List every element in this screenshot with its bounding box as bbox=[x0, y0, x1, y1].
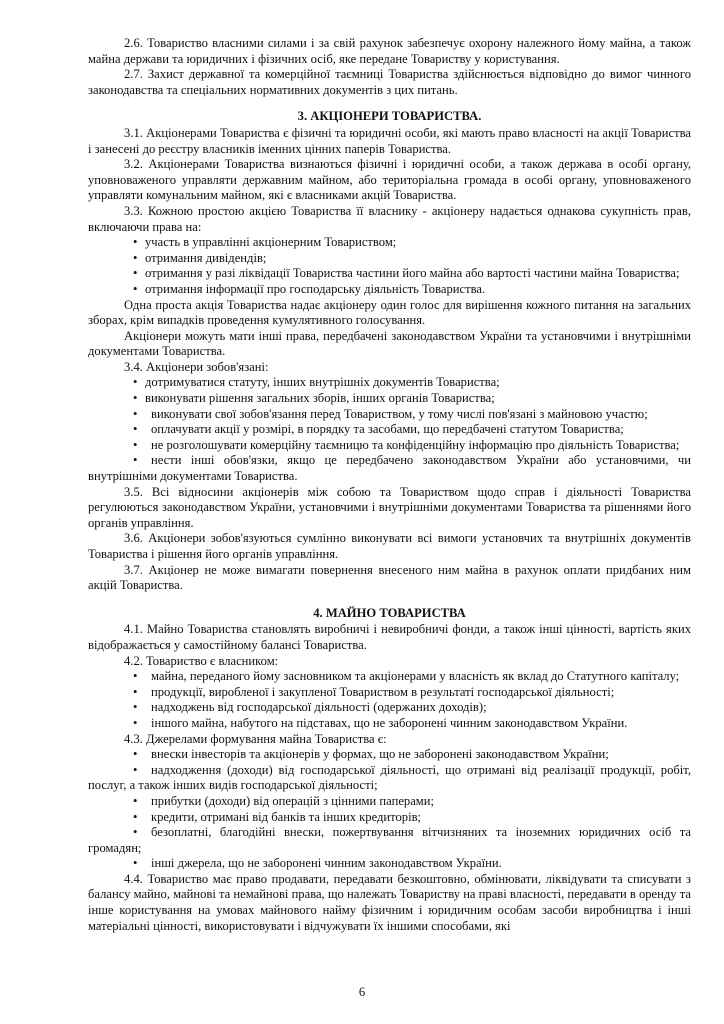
list-item: • оплачувати акції у розмірі, в порядку та засобами, що передбачені статутом Товариства; bbox=[133, 422, 624, 437]
bullet-icon: • bbox=[133, 422, 138, 437]
bullet-icon: • bbox=[133, 809, 138, 824]
document-page bbox=[88, 36, 691, 934]
list-item: • нести інші обов'язки, якщо це передбачено законодавством України або установчими, чи внутрішніми документами Товариства. bbox=[88, 453, 691, 484]
owner-list bbox=[88, 669, 691, 731]
bullet-icon: • bbox=[133, 235, 138, 250]
bullet-icon: • bbox=[133, 391, 138, 406]
paragraph-2-6: 2.6. Товариство власними силами і за свій рахунок забезпечує охорону належного йому майна, а також майна держави та юридичних і фізичних осіб, яке передане Товариству у користування. bbox=[88, 36, 691, 66]
list-item: • безоплатні, благодійні внески, пожертвування вітчизняних та іноземних юридичних осіб та громадян; bbox=[88, 825, 691, 855]
paragraph-3-3: 3.3. Кожною простою акцією Товариства її власнику - акціонеру надається однакова сукупність прав, включаючи права на: bbox=[88, 203, 691, 234]
bullet-icon: • bbox=[133, 669, 138, 684]
paragraph-4-1: 4.1. Майно Товариства становлять виробничі і невиробничі фонди, а також інші цінності, вартість яких відображається у самостійному балансі Товариства. bbox=[88, 622, 691, 652]
list-item: • виконувати свої зобов'язання перед Товариством, у тому числі пов'язані з майновою участю; bbox=[133, 406, 648, 421]
paragraph-3-6: 3.6. Акціонери зобов'язуються сумлінно виконувати всі вимоги установчих та внутрішніх документів Товариства і рішення його органів управління. bbox=[88, 531, 691, 561]
section-3-heading: 3. АКЦІОНЕРИ ТОВАРИСТВА. bbox=[297, 109, 482, 124]
list-item: • отримання у разі ліквідації Товариства частини його майна або вартості частини майна Товариства; bbox=[133, 266, 680, 281]
page-number: 6 bbox=[358, 985, 366, 999]
paragraph-vote: Одна проста акція Товариства надає акціонеру один голос для вирішення кожного питання на загальних зборах, крім випадків проведення кумулятивного голосування. bbox=[88, 297, 691, 328]
list-item: • виконувати рішення загальних зборів, інших органів Товариства; bbox=[133, 391, 495, 406]
section-4-heading: 4. МАЙНО ТОВАРИСТВА bbox=[313, 605, 466, 620]
list-item: • продукції, виробленої і закупленої Товариством в результаті господарської діяльності; bbox=[133, 684, 615, 699]
paragraph-3-5: 3.5. Всі відносини акціонерів між собою та Товариством щодо справ і діяльності Товариства регулюються законодавством України, установчими і внутрішніми документами Товариства та рішеннями його органів управління. bbox=[88, 484, 691, 530]
list-item: • інші джерела, що не заборонені чинним законодавством України. bbox=[133, 856, 502, 871]
list-item: • внески інвесторів та акціонерів у формах, що не заборонені законодавством України; bbox=[133, 747, 609, 762]
bullet-icon: • bbox=[133, 266, 138, 281]
paragraph-4-2: 4.2. Товариство є власником: bbox=[124, 653, 279, 668]
list-item: • участь в управлінні акціонерним Товариством; bbox=[133, 235, 397, 250]
paragraph-3-2: 3.2. Акціонерами Товариства визнаються фізичні і юридичні особи, а також держава в особі органу, уповноваженого управляти державним майном, або територіальна громада в особі органу, уповноваженого управляти комунальним майном, які є власниками акцій Товариства. bbox=[88, 157, 691, 203]
paragraph-3-7: 3.7. Акціонер не може вимагати повернення внесеного ним майна в рахунок оплати придбаних ним акцій Товариства. bbox=[88, 562, 691, 593]
bullet-icon: • bbox=[133, 747, 138, 762]
bullet-icon: • bbox=[133, 715, 138, 730]
list-item: • надходжень від господарської діяльності (одержаних доходів); bbox=[133, 700, 487, 715]
list-item: • кредити, отримані від банків та інших кредиторів; bbox=[133, 809, 422, 824]
paragraph-3-4: 3.4. Акціонери зобов'язані: bbox=[124, 359, 269, 374]
list-item: • прибутки (доходи) від операцій з цінними паперами; bbox=[133, 793, 435, 808]
list-item: • надходження (доходи) від господарської діяльності, що отримані від реалізації продукції, робіт, послуг, а також інших видів господарської діяльності; bbox=[88, 762, 691, 793]
paragraph-other-rights: Акціонери можуть мати інші права, передбачені законодавством України та установчими і внутрішніми документами Товариства. bbox=[88, 328, 691, 359]
list-item: • дотримуватися статуту, інших внутрішніх документів Товариства; bbox=[133, 375, 500, 390]
bullet-icon: • bbox=[133, 375, 138, 390]
list-item: • майна, переданого йому засновником та акціонерами у власність як вклад до Статутного капіталу; bbox=[133, 669, 680, 684]
bullet-icon: • bbox=[133, 825, 138, 840]
bullet-icon: • bbox=[133, 250, 138, 265]
duties-list bbox=[88, 375, 691, 484]
bullet-icon: • bbox=[133, 437, 138, 452]
sources-list bbox=[88, 747, 691, 872]
bullet-icon: • bbox=[133, 406, 138, 421]
paragraph-2-7: 2.7. Захист державної та комерційної таємниці Товариства здійснюється відповідно до вимог чинного законодавства та спеціальних нормативних документів з цих питань. bbox=[88, 67, 691, 97]
bullet-icon: • bbox=[133, 684, 138, 699]
list-item: • не розголошувати комерційну таємницю та конфіденційну інформацію про діяльність Товариства; bbox=[133, 437, 680, 452]
list-item: • отримання інформації про господарську діяльність Товариства. bbox=[133, 281, 486, 296]
paragraph-4-3: 4.3. Джерелами формування майна Товариства є: bbox=[124, 731, 387, 746]
bullet-icon: • bbox=[133, 453, 138, 468]
bullet-icon: • bbox=[133, 856, 138, 871]
bullet-icon: • bbox=[133, 281, 138, 296]
paragraph-3-1: 3.1. Акціонерами Товариства є фізичні та юридичні особи, які мають право власності на акції Товариства і занесені до реєстру власників іменних цінних паперів Товариства. bbox=[88, 125, 691, 156]
bullet-icon: • bbox=[133, 762, 138, 777]
paragraph-4-4: 4.4. Товариство має право продавати, передавати безкоштовно, обмінювати, ліквідувати та списувати з балансу майно, майнові та немайнові права, що належать Товариству на праві власності, передавати в оренду та інше користування на умовах майнового найму фізичним і юридичним особам засоби виробництва і інші матеріальні цінності, використовувати і відчужувати їх іншими способами, які bbox=[88, 871, 691, 933]
rights-list bbox=[88, 235, 691, 297]
bullet-icon: • bbox=[133, 793, 138, 808]
list-item: • іншого майна, набутого на підставах, що не заборонені чинним законодавством України. bbox=[133, 715, 628, 730]
list-item: • отримання дивідендів; bbox=[133, 250, 267, 265]
bullet-icon: • bbox=[133, 700, 138, 715]
